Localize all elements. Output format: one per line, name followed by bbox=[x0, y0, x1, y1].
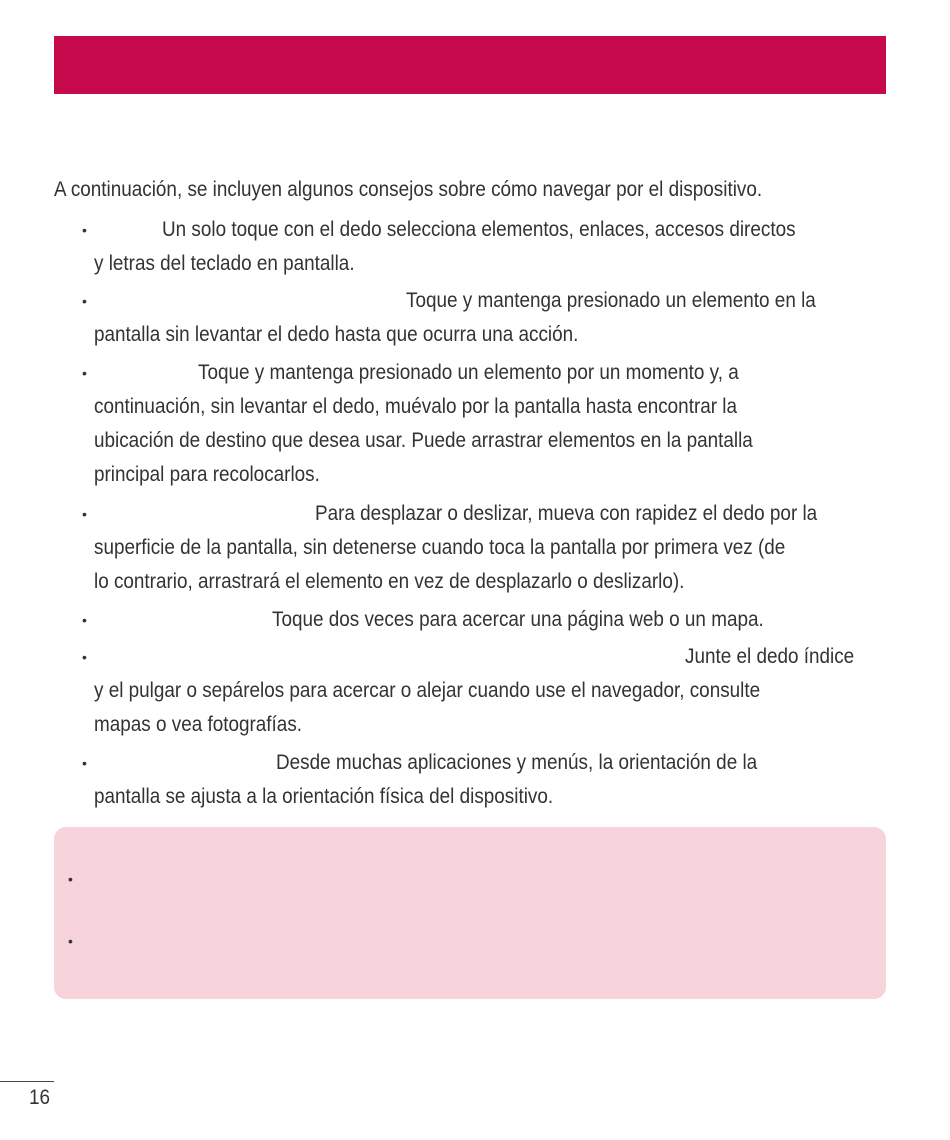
tip-text-line: y letras del teclado en pantalla. bbox=[94, 252, 355, 275]
intro-paragraph: A continuación, se incluyen algunos consejos sobre cómo navegar por el dispositivo. bbox=[54, 178, 763, 201]
tip-text-line: ubicación de destino que desea usar. Puede arrastrar elementos en la pantalla bbox=[94, 429, 753, 452]
bullet-marker: • bbox=[82, 365, 87, 381]
note-bullet-marker: • bbox=[68, 871, 73, 887]
tip-text-line: mapas o vea fotografías. bbox=[94, 713, 303, 736]
tip-text-line: Toque dos veces para acercar una página web o un mapa. bbox=[272, 608, 764, 631]
tip-text-line: Junte el dedo índice bbox=[685, 645, 855, 668]
page-number: 16 bbox=[29, 1086, 51, 1109]
tip-text-line: lo contrario, arrastrará el elemento en vez de desplazarlo o deslizarlo). bbox=[94, 570, 685, 593]
bullet-marker: • bbox=[82, 649, 87, 665]
footer-rule bbox=[0, 1081, 54, 1082]
tip-text-line: Desde muchas aplicaciones y menús, la orientación de la bbox=[276, 751, 758, 774]
tip-text-line: Para desplazar o deslizar, mueva con rapidez el dedo por la bbox=[315, 502, 818, 525]
tip-text-line: Toque y mantenga presionado un elemento por un momento y, a bbox=[198, 361, 739, 384]
note-bullet-marker: • bbox=[68, 933, 73, 949]
tip-text-line: principal para recolocarlos. bbox=[94, 463, 320, 486]
tip-text-line: superficie de la pantalla, sin detenerse cuando toca la pantalla por primera vez (de bbox=[94, 536, 786, 559]
bullet-marker: • bbox=[82, 506, 87, 522]
bullet-marker: • bbox=[82, 293, 87, 309]
tip-text-line: Toque y mantenga presionado un elemento en la bbox=[406, 289, 816, 312]
tip-text-line: y el pulgar o sepárelos para acercar o alejar cuando use el navegador, consulte bbox=[94, 679, 761, 702]
note-box bbox=[54, 827, 886, 999]
bullet-marker: • bbox=[82, 612, 87, 628]
tip-text-line: continuación, sin levantar el dedo, muévalo por la pantalla hasta encontrar la bbox=[94, 395, 738, 418]
tip-text-line: pantalla sin levantar el dedo hasta que ocurra una acción. bbox=[94, 323, 579, 346]
tip-text-line: pantalla se ajusta a la orientación física del dispositivo. bbox=[94, 785, 554, 808]
bullet-marker: • bbox=[82, 222, 87, 238]
tip-text-line: Un solo toque con el dedo selecciona elementos, enlaces, accesos directos bbox=[162, 218, 796, 241]
bullet-marker: • bbox=[82, 755, 87, 771]
